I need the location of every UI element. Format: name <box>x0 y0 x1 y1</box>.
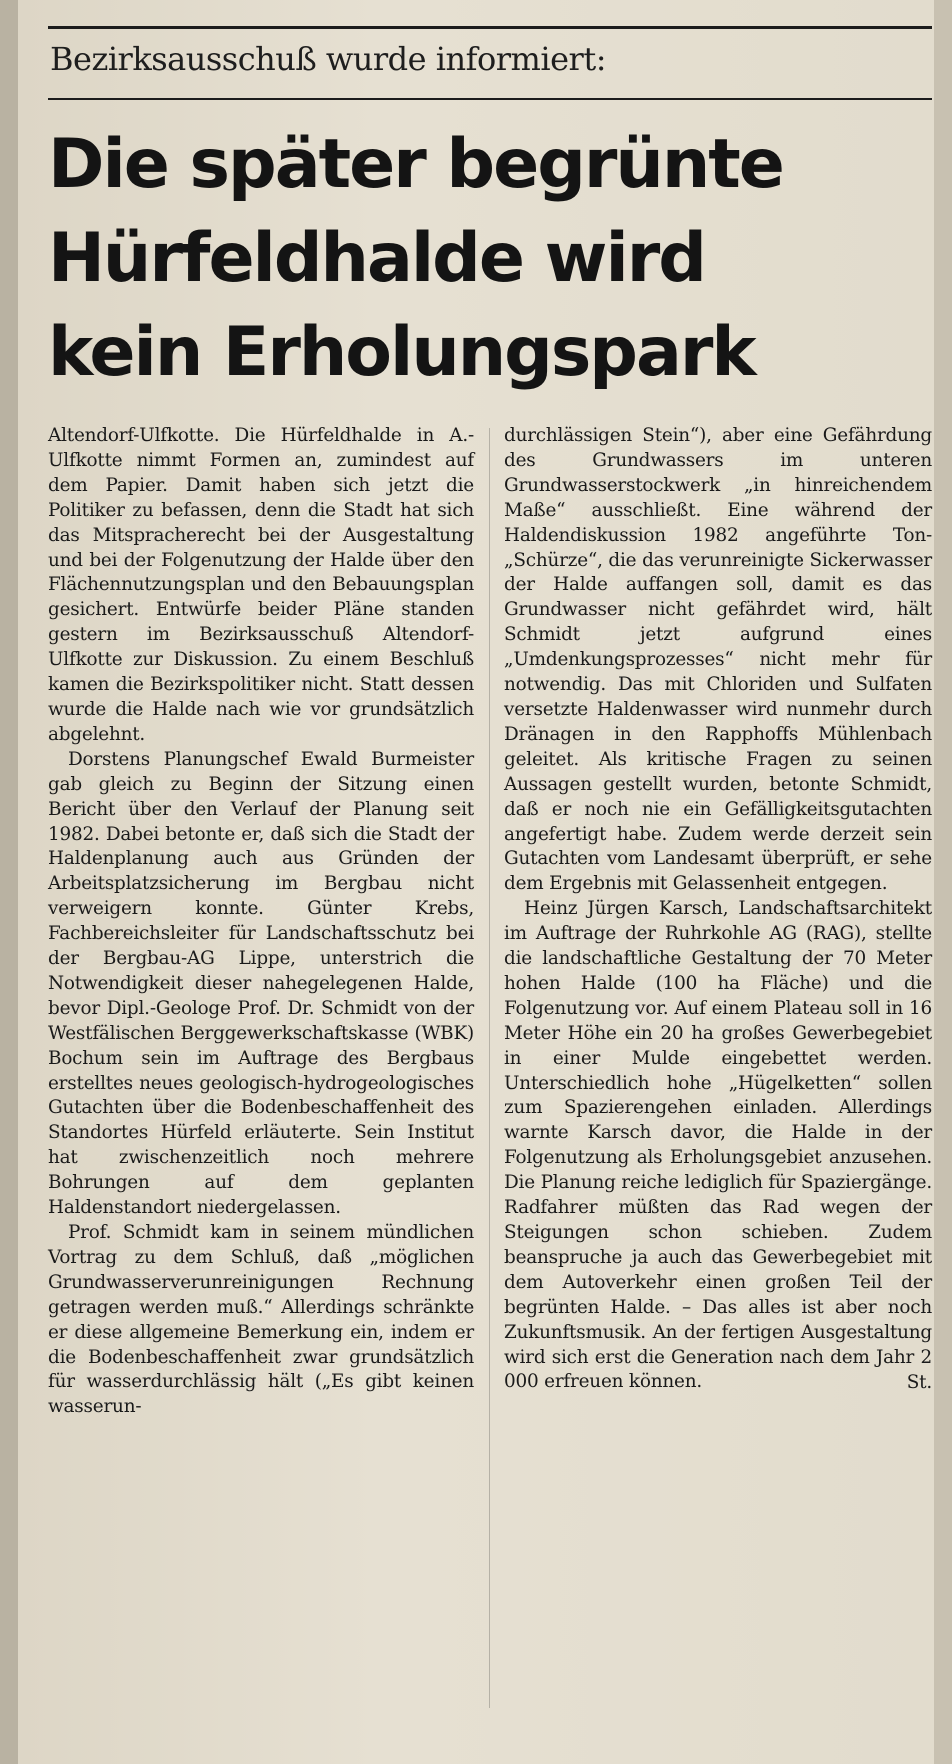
paragraph: Altendorf-Ulfkotte. Die Hürfeldhalde in A.-Ulfkotte nimmt Formen an, zumindest auf dem Papier. Damit haben sich jetzt die Politiker zu befassen, denn die Stadt hat sich das Mitspracherecht bei der Ausgestaltung und bei der Folgenutzung der Halde über den Flächennutzungsplan und den Bebauungsplan gesichert. Entwürfe beider Pläne standen gestern im Bezirksausschuß Altendorf-Ulfkotte zur Diskussion. Zu einem Beschluß kamen die Bezirkspolitiker nicht. Statt dessen wurde die Halde nach wie vor grundsätzlich abgelehnt. <box>48 425 474 745</box>
headline-line-2: Hürfeldhalde wird <box>48 219 705 298</box>
headline-line-1: Die später begrünte <box>48 125 783 204</box>
top-rule <box>48 26 932 29</box>
kicker-rule <box>48 98 932 100</box>
paragraph: Dorstens Planungschef Ewald Burmeister gab gleich zu Beginn der Sitzung einen Bericht über den Verlauf der Planung seit 1982. Dabei betonte er, daß sich die Stadt der Haldenplanung auch aus Gründen der Arbeitsplatzsicherung im Bergbau nicht verweigern konnte. Günter Krebs, Fachbereichsleiter für Landschaftsschutz bei der Bergbau-AG Lippe, unterstrich die Notwendigkeit dieser nahegelegenen Halde, bevor Dipl.-Geologe Prof. Dr. Schmidt von der Westfälischen Berggewerkschaftskasse (WBK) Bochum sein im Auftrage des Bergbaus erstelltes neues geologisch-hydrogeologisches Gutachten über die Bodenbeschaffenheit des Standortes Hürfeld erläuterte. Sein Institut hat zwischenzeitlich noch mehrere Bohrungen auf dem geplanten Haldenstandort niedergelassen. <box>48 748 474 1219</box>
column-divider <box>489 428 490 1708</box>
paragraph: durchlässigen Stein“), aber eine Gefährdung des Grundwassers im unteren Grundwasserstockwerk „in hinreichendem Maße“ ausschließt. Eine während der Haldendiskussion 1982 angeführte Ton-„Schürze“, die das verunreinigte Sickerwasser der Halde auffangen soll, damit es das Grundwasser nicht gefährdet wird, hält Schmidt jetzt aufgrund eines „Umdenkungsprozesses“ nicht mehr für notwendig. Das mit Chloriden und Sulfaten versetzte Haldenwasser wird nunmehr durch Dränagen in den Rapphoffs Mühlenbach geleitet. Als kritische Fragen zu seinen Aussagen gestellt wurden, betonte Schmidt, daß er noch nie ein Gefälligkeitsgutachten angefertigt habe. Zudem werde derzeit sein Gutachten vom Landesamt überprüft, er sehe dem Ergebnis mit Gelassenheit entgegen. <box>504 425 932 895</box>
article-column-left <box>48 424 474 1420</box>
headline <box>48 118 928 400</box>
article-column-right <box>504 424 932 1396</box>
headline-line-3: kein Erholungspark <box>48 313 755 392</box>
page-edge-right <box>934 0 952 1764</box>
kicker-line: Bezirksausschuß wurde informiert: <box>50 40 606 78</box>
paragraph: Prof. Schmidt kam in seinem mündlichen Vortrag zu dem Schluß, daß „möglichen Grundwasserverunreinigungen Rechnung getragen werden muß.“ Allerdings schränkte er diese allgemeine Bemerkung ein, indem er die Bodenbeschaffenheit zwar grundsätzlich für wasserdurchlässig hält („Es gibt keinen wasserun- <box>48 1222 474 1418</box>
author-signature: St. <box>906 1372 932 1394</box>
paragraph: Heinz Jürgen Karsch, Landschaftsarchitekt im Auftrage der Ruhrkohle AG (RAG), stellte die landschaftliche Gestaltung der 70 Meter hohen Halde (100 ha Fläche) und die Folgenutzung vor. Auf einem Plateau soll in 16 Meter Höhe ein 20 ha großes Gewerbegebiet in einer Mulde eingebettet werden. Unterschiedlich hohe „Hügelketten“ sollen zum Spazierengehen einladen. Allerdings warnte Karsch davor, die Halde in der Folgenutzung als Erholungsgebiet anzusehen. Die Planung reiche lediglich für Spaziergänge. Radfahrer müßten das Rad wegen der Steigungen schon schieben. Zudem beanspruche ja auch das Gewerbegebiet mit dem Autoverkehr einen großen Teil der begrünten Halde. – Das alles ist aber noch Zukunftsmusik. An der fertigen Ausgestaltung wird sich erst die Generation nach dem Jahr 2 000 erfreuen können. <box>504 898 932 1393</box>
page-edge-left <box>0 0 18 1764</box>
